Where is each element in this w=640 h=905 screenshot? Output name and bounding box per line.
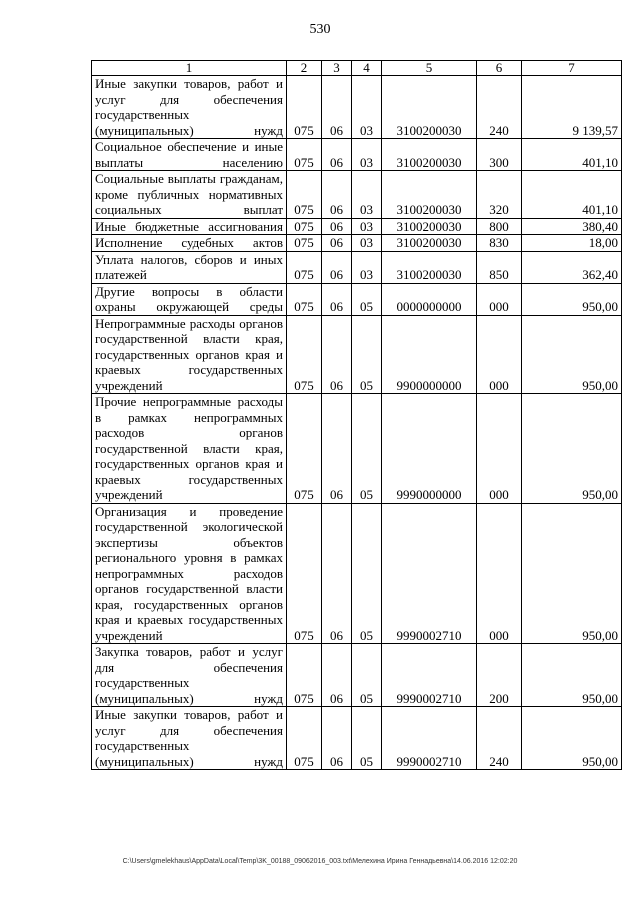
cell-section: 06 bbox=[322, 707, 352, 770]
cell-target: 3100200030 bbox=[382, 171, 477, 219]
cell-subsection: 05 bbox=[352, 394, 382, 504]
cell-target: 3100200030 bbox=[382, 218, 477, 235]
column-header: 3 bbox=[322, 61, 352, 76]
cell-name: Иные бюджетные ассигнования bbox=[92, 218, 287, 235]
cell-amount: 401,10 bbox=[522, 171, 622, 219]
table-row bbox=[92, 171, 622, 219]
cell-amount: 950,00 bbox=[522, 283, 622, 315]
cell-target: 9900000000 bbox=[382, 315, 477, 394]
cell-type: 000 bbox=[477, 315, 522, 394]
cell-name: Другие вопросы в области охраны окружающей среды bbox=[92, 283, 287, 315]
cell-amount: 950,00 bbox=[522, 644, 622, 707]
cell-ministry: 075 bbox=[287, 171, 322, 219]
cell-type: 800 bbox=[477, 218, 522, 235]
cell-type: 830 bbox=[477, 235, 522, 252]
cell-amount: 950,00 bbox=[522, 503, 622, 644]
cell-type: 000 bbox=[477, 503, 522, 644]
cell-target: 9990002710 bbox=[382, 707, 477, 770]
cell-amount: 950,00 bbox=[522, 707, 622, 770]
cell-name: Уплата налогов, сборов и иных платежей bbox=[92, 251, 287, 283]
cell-subsection: 05 bbox=[352, 315, 382, 394]
cell-amount: 950,00 bbox=[522, 394, 622, 504]
file-path-footer: C:\Users\gmelekhaus\AppData\Local\Temp\3K_00188_09062016_003.txt\Мелехина Ирина Геннадьевна\14.06.2016 12:02:20 bbox=[122, 858, 518, 865]
cell-name: Прочие непрограммные расходы в рамках непрограммных расходов органов государственной власти края, государственных органов края и краевых государственных учреждений bbox=[92, 394, 287, 504]
cell-amount: 9 139,57 bbox=[522, 76, 622, 139]
column-header: 5 bbox=[382, 61, 477, 76]
column-header: 1 bbox=[92, 61, 287, 76]
table-row bbox=[92, 707, 622, 770]
table-row bbox=[92, 139, 622, 171]
cell-name: Исполнение судебных актов bbox=[92, 235, 287, 252]
cell-subsection: 03 bbox=[352, 235, 382, 252]
cell-amount: 401,10 bbox=[522, 139, 622, 171]
cell-section: 06 bbox=[322, 503, 352, 644]
cell-name: Социальные выплаты гражданам, кроме публичных нормативных социальных выплат bbox=[92, 171, 287, 219]
cell-section: 06 bbox=[322, 315, 352, 394]
cell-name: Непрограммные расходы органов государственной власти края, государственных органов края и краевых государственных учреждений bbox=[92, 315, 287, 394]
cell-subsection: 05 bbox=[352, 644, 382, 707]
cell-type: 240 bbox=[477, 707, 522, 770]
cell-name: Организация и проведение государственной экологической экспертизы объектов регионального уровня в рамках непрограммных расходов органов государственной власти края, государственных органов края и краевых государственных учреждений bbox=[92, 503, 287, 644]
cell-type: 000 bbox=[477, 283, 522, 315]
cell-type: 300 bbox=[477, 139, 522, 171]
cell-subsection: 05 bbox=[352, 707, 382, 770]
column-header: 6 bbox=[477, 61, 522, 76]
cell-subsection: 03 bbox=[352, 171, 382, 219]
cell-ministry: 075 bbox=[287, 315, 322, 394]
cell-section: 06 bbox=[322, 283, 352, 315]
cell-subsection: 03 bbox=[352, 251, 382, 283]
cell-subsection: 05 bbox=[352, 503, 382, 644]
cell-section: 06 bbox=[322, 76, 352, 139]
cell-amount: 18,00 bbox=[522, 235, 622, 252]
cell-section: 06 bbox=[322, 171, 352, 219]
table-row bbox=[92, 218, 622, 235]
cell-target: 3100200030 bbox=[382, 235, 477, 252]
cell-target: 3100200030 bbox=[382, 139, 477, 171]
cell-section: 06 bbox=[322, 251, 352, 283]
cell-ministry: 075 bbox=[287, 218, 322, 235]
table-row bbox=[92, 235, 622, 252]
cell-ministry: 075 bbox=[287, 707, 322, 770]
cell-name: Закупка товаров, работ и услуг для обеспечения государственных (муниципальных) нужд bbox=[92, 644, 287, 707]
cell-type: 000 bbox=[477, 394, 522, 504]
cell-amount: 380,40 bbox=[522, 218, 622, 235]
column-header: 4 bbox=[352, 61, 382, 76]
cell-target: 3100200030 bbox=[382, 251, 477, 283]
cell-type: 240 bbox=[477, 76, 522, 139]
table-row bbox=[92, 315, 622, 394]
table-row bbox=[92, 283, 622, 315]
cell-section: 06 bbox=[322, 235, 352, 252]
cell-type: 850 bbox=[477, 251, 522, 283]
table-row bbox=[92, 251, 622, 283]
cell-subsection: 03 bbox=[352, 218, 382, 235]
cell-target: 9990000000 bbox=[382, 394, 477, 504]
column-header: 2 bbox=[287, 61, 322, 76]
column-header: 7 bbox=[522, 61, 622, 76]
cell-subsection: 05 bbox=[352, 283, 382, 315]
cell-section: 06 bbox=[322, 394, 352, 504]
table-row bbox=[92, 76, 622, 139]
cell-name: Иные закупки товаров, работ и услуг для обеспечения государственных (муниципальных) нужд bbox=[92, 707, 287, 770]
table-row bbox=[92, 394, 622, 504]
cell-subsection: 03 bbox=[352, 76, 382, 139]
cell-section: 06 bbox=[322, 139, 352, 171]
cell-section: 06 bbox=[322, 218, 352, 235]
table-header-row bbox=[92, 61, 622, 76]
cell-ministry: 075 bbox=[287, 283, 322, 315]
cell-target: 9990002710 bbox=[382, 503, 477, 644]
cell-ministry: 075 bbox=[287, 394, 322, 504]
cell-amount: 362,40 bbox=[522, 251, 622, 283]
cell-type: 320 bbox=[477, 171, 522, 219]
cell-section: 06 bbox=[322, 644, 352, 707]
table-row bbox=[92, 644, 622, 707]
cell-ministry: 075 bbox=[287, 235, 322, 252]
cell-target: 3100200030 bbox=[382, 76, 477, 139]
cell-ministry: 075 bbox=[287, 251, 322, 283]
budget-table bbox=[91, 60, 622, 770]
cell-target: 0000000000 bbox=[382, 283, 477, 315]
page-number: 530 bbox=[309, 22, 331, 37]
cell-amount: 950,00 bbox=[522, 315, 622, 394]
cell-ministry: 075 bbox=[287, 503, 322, 644]
table-row bbox=[92, 503, 622, 644]
cell-ministry: 075 bbox=[287, 139, 322, 171]
cell-type: 200 bbox=[477, 644, 522, 707]
cell-subsection: 03 bbox=[352, 139, 382, 171]
cell-target: 9990002710 bbox=[382, 644, 477, 707]
cell-ministry: 075 bbox=[287, 76, 322, 139]
cell-name: Социальное обеспечение и иные выплаты населению bbox=[92, 139, 287, 171]
cell-ministry: 075 bbox=[287, 644, 322, 707]
cell-name: Иные закупки товаров, работ и услуг для обеспечения государственных (муниципальных) нужд bbox=[92, 76, 287, 139]
